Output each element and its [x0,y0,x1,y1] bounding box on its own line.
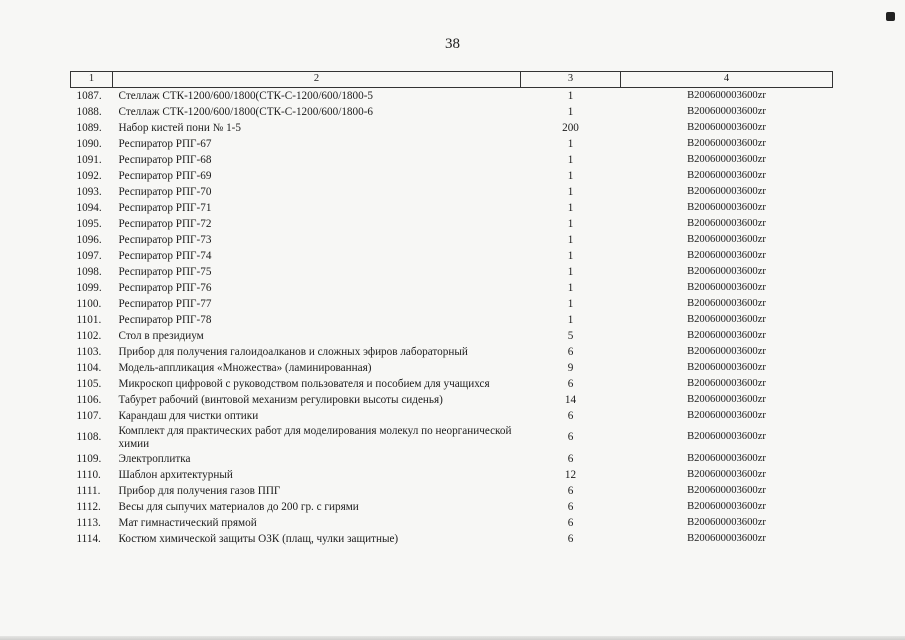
item-code: B200600003600zr [687,431,766,443]
item-name: Респиратор РПГ-67 [118,137,212,150]
row-number: 1087. [76,89,102,102]
row-number: 1100. [76,297,102,310]
item-quantity: 6 [567,452,574,465]
row-number: 1096. [76,233,102,246]
item-quantity: 9 [567,361,574,374]
table-row [71,168,833,184]
table-row [71,531,833,547]
row-number: 1107. [76,409,102,422]
item-quantity: 1 [567,217,574,230]
item-code: B200600003600zr [687,329,766,341]
table-row [71,280,833,296]
item-quantity: 1 [567,89,574,102]
item-quantity: 1 [567,201,574,214]
item-quantity: 6 [567,532,574,545]
item-code: B200600003600zr [687,265,766,277]
item-quantity: 12 [564,468,577,481]
item-code: B200600003600zr [687,233,766,245]
item-quantity: 6 [567,409,574,422]
item-code: B200600003600zr [687,516,766,528]
row-number: 1089. [76,121,102,134]
item-quantity: 1 [567,153,574,166]
item-quantity: 6 [567,500,574,513]
item-quantity: 200 [562,121,579,134]
row-number: 1097. [76,249,102,262]
column-header-quantity: 3 [521,72,621,88]
column-header-code: 4 [621,72,833,88]
table-row [71,120,833,136]
table-row [71,184,833,200]
table-row [71,392,833,408]
item-code: B200600003600zr [687,313,766,325]
item-quantity: 6 [567,345,574,358]
table-row [71,232,833,248]
item-code: B200600003600zr [687,409,766,421]
row-number: 1108. [76,431,102,444]
column-header-number: 1 [71,72,113,88]
table-row [71,216,833,232]
item-quantity: 6 [567,431,574,444]
item-name: Модель-аппликация «Множества» (ламинированная) [118,361,372,374]
item-name: Комплект для практических работ для моделирования молекул по неорганической химии [118,425,512,450]
item-name: Весы для сыпучих материалов до 200 гр. с гирями [118,500,359,513]
item-quantity: 1 [567,265,574,278]
row-number: 1095. [76,217,102,230]
row-number: 1092. [76,169,102,182]
item-name: Респиратор РПГ-72 [118,217,212,230]
item-name: Стеллаж СТК-1200/600/1800(СТК-С-1200/600/1800-5 [118,89,374,102]
row-number: 1104. [76,361,102,374]
item-quantity: 6 [567,484,574,497]
column-header-name: 2 [113,72,521,88]
row-number: 1112. [76,500,101,513]
item-name: Набор кистей пони № 1-5 [118,121,241,134]
row-number: 1088. [76,105,102,118]
item-name: Респиратор РПГ-75 [118,265,212,278]
table-row [71,248,833,264]
item-quantity: 1 [567,281,574,294]
table-body [71,88,833,548]
table-row [71,451,833,467]
item-code: B200600003600zr [687,249,766,261]
row-number: 1093. [76,185,102,198]
row-number: 1098. [76,265,102,278]
table-row [71,88,833,105]
row-number: 1110. [76,468,101,481]
item-name: Респиратор РПГ-74 [118,249,212,262]
inventory-table [70,71,833,547]
table-row [71,312,833,328]
table-row [71,136,833,152]
item-name: Табурет рабочий (винтовой механизм регулировки высоты сиденья) [118,393,443,406]
row-number: 1113. [76,516,101,529]
table-row [71,296,833,312]
item-name: Респиратор РПГ-71 [118,201,212,214]
table-header-row [71,72,833,88]
item-code: B200600003600zr [687,361,766,373]
table-row [71,424,833,451]
item-code: B200600003600zr [687,532,766,544]
item-code: B200600003600zr [687,121,766,133]
scan-corner-mark [886,12,895,21]
item-code: B200600003600zr [687,217,766,229]
table-row [71,467,833,483]
row-number: 1109. [76,452,102,465]
scan-bottom-edge [0,636,905,640]
item-quantity: 1 [567,137,574,150]
item-code: B200600003600zr [687,452,766,464]
item-name: Прибор для получения галоидоалканов и сложных эфиров лабораторный [118,345,468,358]
row-number: 1102. [76,329,102,342]
row-number: 1106. [76,393,102,406]
item-code: B200600003600zr [687,89,766,101]
row-number: 1105. [76,377,102,390]
item-name: Респиратор РПГ-77 [118,297,212,310]
table-row [71,200,833,216]
item-name: Респиратор РПГ-78 [118,313,212,326]
item-name: Респиратор РПГ-73 [118,233,212,246]
row-number: 1101. [76,313,102,326]
row-number: 1103. [76,345,102,358]
item-name: Электроплитка [118,452,191,465]
page-number: 38 [445,36,460,52]
item-quantity: 1 [567,169,574,182]
item-quantity: 6 [567,516,574,529]
item-code: B200600003600zr [687,500,766,512]
table-row [71,264,833,280]
row-number: 1090. [76,137,102,150]
item-name: Прибор для получения газов ППГ [118,484,281,497]
item-code: B200600003600zr [687,105,766,117]
item-name: Стеллаж СТК-1200/600/1800(СТК-С-1200/600/1800-6 [118,105,374,118]
table-row [71,408,833,424]
item-name: Мат гимнастический прямой [118,516,257,529]
item-quantity: 1 [567,233,574,246]
table-row [71,499,833,515]
table-row [71,376,833,392]
item-name: Респиратор РПГ-76 [118,281,212,294]
item-quantity: 1 [567,105,574,118]
item-name: Карандаш для чистки оптики [118,409,259,422]
item-code: B200600003600zr [687,297,766,309]
item-name: Костюм химической защиты ОЗК (плащ, чулки защитные) [118,532,399,545]
row-number: 1099. [76,281,102,294]
item-name: Шаблон архитектурный [118,468,233,481]
table-row [71,515,833,531]
table-row [71,483,833,499]
item-quantity: 1 [567,249,574,262]
table-row [71,152,833,168]
item-code: B200600003600zr [687,468,766,480]
row-number: 1091. [76,153,102,166]
table-row [71,360,833,376]
table-row [71,104,833,120]
row-number: 1114. [76,532,101,545]
item-code: B200600003600zr [687,377,766,389]
item-quantity: 6 [567,377,574,390]
item-code: B200600003600zr [687,393,766,405]
item-code: B200600003600zr [687,169,766,181]
item-code: B200600003600zr [687,345,766,357]
item-quantity: 5 [567,329,574,342]
item-code: B200600003600zr [687,137,766,149]
row-number: 1111. [76,484,101,497]
item-quantity: 1 [567,185,574,198]
table-row [71,328,833,344]
item-name: Стол в президиум [118,329,204,342]
item-name: Респиратор РПГ-69 [118,169,212,182]
item-quantity: 1 [567,313,574,326]
table-row [71,344,833,360]
item-code: B200600003600zr [687,201,766,213]
item-quantity: 14 [564,393,577,406]
item-name: Респиратор РПГ-68 [118,153,212,166]
item-quantity: 1 [567,297,574,310]
item-code: B200600003600zr [687,281,766,293]
item-code: B200600003600zr [687,484,766,496]
item-name: Микроскоп цифровой с руководством пользователя и пособием для учащихся [118,377,490,390]
item-name: Респиратор РПГ-70 [118,185,212,198]
row-number: 1094. [76,201,102,214]
item-code: B200600003600zr [687,185,766,197]
item-code: B200600003600zr [687,153,766,165]
